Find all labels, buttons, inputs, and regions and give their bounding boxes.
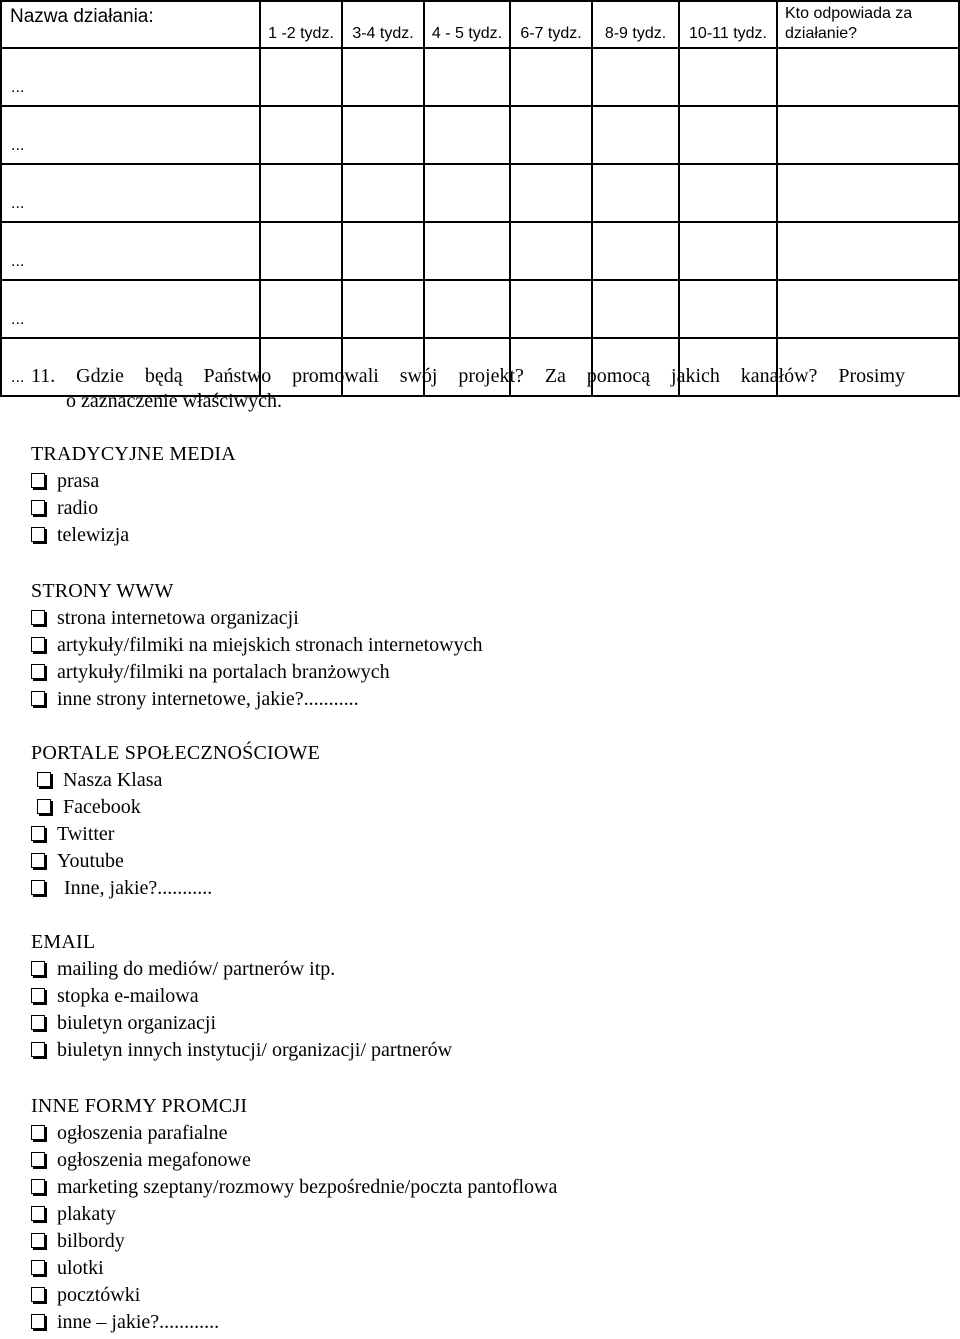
checkbox-label: prasa	[57, 470, 100, 492]
week-header: 10-11 tydz.	[679, 1, 777, 48]
checkbox-label: plakaty	[57, 1203, 116, 1225]
table-row	[1, 48, 959, 106]
checkbox-item[interactable]	[31, 956, 452, 983]
checkbox-label: bilbordy	[57, 1230, 125, 1252]
week-cell[interactable]	[510, 164, 592, 222]
week-header: 4 - 5 tydz.	[424, 1, 510, 48]
checkbox-item[interactable]	[31, 1201, 557, 1228]
checkbox-label: ulotki	[57, 1257, 104, 1279]
checkbox-item[interactable]	[31, 1147, 557, 1174]
checkbox-item[interactable]	[31, 848, 320, 875]
checkbox-label: artykuły/filmiki na miejskich stronach internetowych	[57, 634, 483, 656]
checkbox-label: ogłoszenia megafonowe	[57, 1149, 251, 1171]
checkbox-icon[interactable]	[31, 1260, 45, 1275]
activity-name-cell[interactable]: ...	[1, 338, 260, 396]
checkbox-icon[interactable]	[31, 880, 45, 895]
activity-name-cell[interactable]: ...	[1, 280, 260, 338]
week-cell[interactable]	[424, 48, 510, 106]
week-cell[interactable]	[260, 280, 342, 338]
activity-name-header: Nazwa działania:	[1, 1, 260, 48]
week-cell[interactable]	[342, 164, 424, 222]
week-cell[interactable]	[679, 280, 777, 338]
checkbox-icon[interactable]	[31, 1179, 45, 1194]
checkbox-icon[interactable]	[37, 772, 51, 787]
checkbox-icon[interactable]	[31, 1206, 45, 1221]
responsible-cell[interactable]	[777, 48, 959, 106]
week-cell[interactable]	[424, 106, 510, 164]
checkbox-icon[interactable]	[31, 1287, 45, 1302]
checkbox-item[interactable]	[31, 767, 320, 794]
checkbox-item[interactable]	[31, 605, 482, 632]
table-row	[1, 164, 959, 222]
responsible-cell[interactable]	[777, 280, 959, 338]
checkbox-label: pocztówki	[57, 1284, 141, 1306]
week-cell[interactable]	[342, 48, 424, 106]
responsible-header-line2: działanie?	[785, 25, 858, 42]
responsible-header-line1: Kto odpowiada za	[785, 5, 913, 22]
checkbox-icon[interactable]	[31, 610, 45, 625]
checkbox-icon[interactable]	[31, 1042, 45, 1057]
checkbox-item[interactable]	[31, 1228, 557, 1255]
week-header: 6-7 tydz.	[510, 1, 592, 48]
checkbox-label: inne strony internetowe, jakie?...........	[57, 688, 359, 710]
question-text: 11. Gdzie będą Państwo promowali swój projekt? Za pomocą jakich kanałów? Prosimy	[31, 365, 905, 387]
checkbox-icon[interactable]	[31, 691, 45, 706]
checkbox-label: radio	[57, 497, 99, 519]
section-heading: STRONY WWW	[31, 580, 174, 602]
week-cell[interactable]	[342, 106, 424, 164]
schedule-table	[0, 0, 960, 397]
checkbox-icon[interactable]	[31, 1015, 45, 1030]
checkbox-item[interactable]	[31, 875, 320, 902]
responsible-cell[interactable]	[777, 106, 959, 164]
checkbox-icon[interactable]	[31, 1125, 45, 1140]
checkbox-item[interactable]	[31, 983, 452, 1010]
checkbox-item[interactable]	[31, 1282, 557, 1309]
checkbox-item[interactable]	[31, 522, 236, 549]
checkbox-item[interactable]	[31, 1010, 452, 1037]
week-cell[interactable]	[260, 222, 342, 280]
question-11	[31, 364, 905, 414]
checkbox-label: marketing szeptany/rozmowy bezpośrednie/poczta pantoflowa	[57, 1176, 558, 1198]
week-cell[interactable]	[592, 164, 679, 222]
week-cell[interactable]	[510, 222, 592, 280]
checkbox-item[interactable]	[31, 468, 236, 495]
checkbox-item[interactable]	[31, 794, 320, 821]
activity-name-cell[interactable]: ...	[1, 106, 260, 164]
section-heading: EMAIL	[31, 931, 96, 953]
checkbox-icon[interactable]	[37, 799, 51, 814]
checkbox-label: stopka e-mailowa	[57, 985, 199, 1007]
checkbox-item[interactable]	[31, 1309, 557, 1336]
section-websites	[31, 578, 482, 713]
week-cell[interactable]	[510, 106, 592, 164]
activity-name-cell[interactable]: ...	[1, 48, 260, 106]
section-other-forms	[31, 1093, 557, 1336]
section-social-media	[31, 740, 320, 902]
week-cell[interactable]	[592, 222, 679, 280]
checkbox-item[interactable]	[31, 1255, 557, 1282]
table-header-row	[1, 1, 959, 48]
checkbox-icon[interactable]	[31, 1314, 45, 1329]
checkbox-icon[interactable]	[31, 961, 45, 976]
checkbox-icon[interactable]	[31, 853, 45, 868]
week-cell[interactable]	[510, 280, 592, 338]
checkbox-icon[interactable]	[31, 1233, 45, 1248]
week-cell[interactable]	[679, 222, 777, 280]
week-cell[interactable]	[260, 48, 342, 106]
question-text-continued: o zaznaczenie właściwych.	[66, 390, 282, 412]
week-cell[interactable]	[342, 280, 424, 338]
checkbox-label: biuletyn innych instytucji/ organizacji/ partnerów	[57, 1039, 453, 1061]
week-cell[interactable]	[679, 48, 777, 106]
checkbox-icon[interactable]	[31, 637, 45, 652]
checkbox-label: strona internetowa organizacji	[57, 607, 299, 629]
checkbox-label: telewizja	[57, 524, 130, 546]
week-cell[interactable]	[510, 48, 592, 106]
section-heading: INNE FORMY PROMCJI	[31, 1095, 248, 1117]
checkbox-item[interactable]	[31, 1037, 452, 1064]
checkbox-icon[interactable]	[31, 988, 45, 1003]
week-cell[interactable]	[424, 164, 510, 222]
week-cell[interactable]	[424, 222, 510, 280]
week-cell[interactable]	[592, 48, 679, 106]
week-cell[interactable]	[592, 106, 679, 164]
checkbox-item[interactable]	[31, 659, 482, 686]
checkbox-item[interactable]	[31, 1174, 557, 1201]
week-header: 3-4 tydz.	[342, 1, 424, 48]
checkbox-icon[interactable]	[31, 1152, 45, 1167]
week-cell[interactable]	[342, 222, 424, 280]
checkbox-item[interactable]	[31, 821, 320, 848]
section-traditional-media	[31, 441, 236, 549]
checkbox-label: Facebook	[63, 796, 141, 818]
week-header: 8-9 tydz.	[592, 1, 679, 48]
checkbox-label: Youtube	[57, 850, 124, 872]
section-heading: PORTALE SPOŁECZNOŚCIOWE	[31, 742, 321, 764]
checkbox-label: biuletyn organizacji	[57, 1012, 217, 1034]
responsible-header	[777, 1, 959, 48]
section-email	[31, 929, 452, 1064]
checkbox-item[interactable]	[31, 495, 236, 522]
table-row	[1, 222, 959, 280]
checkbox-icon[interactable]	[31, 664, 45, 679]
week-header: 1 -2 tydz.	[260, 1, 342, 48]
week-cell[interactable]	[679, 164, 777, 222]
checkbox-label: ogłoszenia parafialne	[57, 1122, 228, 1144]
checkbox-label: mailing do mediów/ partnerów itp.	[57, 958, 336, 980]
week-cell[interactable]	[260, 164, 342, 222]
week-cell[interactable]	[424, 280, 510, 338]
section-heading: TRADYCYJNE MEDIA	[31, 443, 236, 465]
week-cell[interactable]	[260, 106, 342, 164]
table-row	[1, 106, 959, 164]
checkbox-item[interactable]	[31, 686, 482, 713]
checkbox-icon[interactable]	[31, 500, 45, 515]
checkbox-label: Nasza Klasa	[63, 769, 163, 791]
checkbox-icon[interactable]	[31, 473, 45, 488]
checkbox-label: inne – jakie?............	[57, 1311, 220, 1333]
activity-name-cell[interactable]: ...	[1, 164, 260, 222]
checkbox-label: Inne, jakie?...........	[64, 877, 213, 899]
checkbox-icon[interactable]	[31, 826, 45, 841]
checkbox-icon[interactable]	[31, 527, 45, 542]
checkbox-label: Twitter	[57, 823, 115, 845]
week-cell[interactable]	[679, 106, 777, 164]
table-row	[1, 280, 959, 338]
week-cell[interactable]	[592, 280, 679, 338]
activity-name-cell[interactable]: ...	[1, 222, 260, 280]
checkbox-item[interactable]	[31, 632, 482, 659]
checkbox-item[interactable]	[31, 1120, 557, 1147]
responsible-cell[interactable]	[777, 164, 959, 222]
responsible-cell[interactable]	[777, 222, 959, 280]
checkbox-label: artykuły/filmiki na portalach branżowych	[57, 661, 390, 683]
